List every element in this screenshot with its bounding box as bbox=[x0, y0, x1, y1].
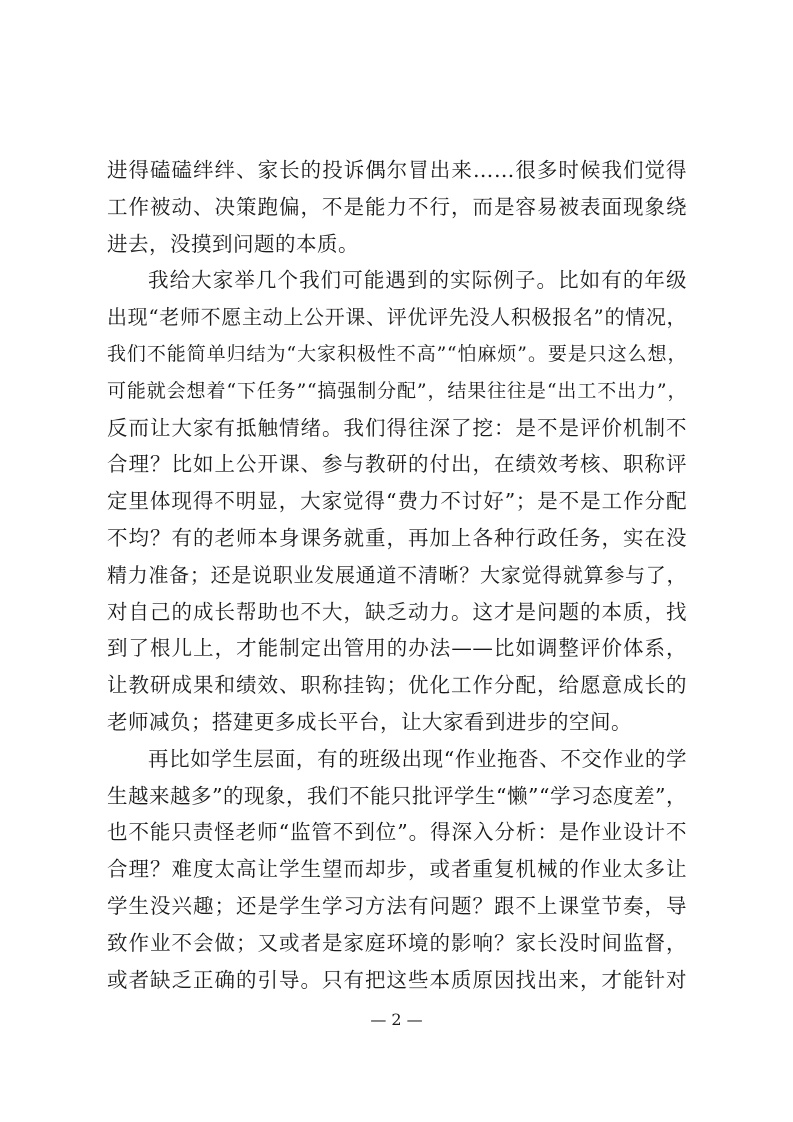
paragraph-start-line: 我给大家举几个我们可能遇到的实际例子。比如有的年级 bbox=[148, 268, 687, 293]
text-line: 老师减负；搭建更多成长平台，让大家看到进步的空间。 bbox=[107, 709, 632, 734]
text-line: 进去，没摸到问题的本质。 bbox=[107, 231, 359, 256]
page-number: — 2 — bbox=[370, 1010, 423, 1029]
text-line: 生越来越多”的现象，我们不能只批评学生“懒”“学习态度差”， bbox=[107, 783, 687, 808]
text-line: 反而让大家有抵触情绪。我们得往深了挖：是不是评价机制不 bbox=[107, 415, 687, 440]
text-line: 不均？有的老师本身课务就重，再加上各种行政任务，实在没 bbox=[107, 525, 687, 550]
text-line: 可能就会想着“下任务”“搞强制分配”，结果往往是“出工不出力”， bbox=[107, 379, 687, 402]
text-line: 我们不能简单归结为“大家积极性不高”“怕麻烦”。要是只这么想， bbox=[107, 342, 687, 365]
text-line: 进得磕磕绊绊、家长的投诉偶尔冒出来……很多时候我们觉得 bbox=[107, 158, 687, 182]
text-line: 学生没兴趣；还是学生学习方法有问题？跟不上课堂节奏，导 bbox=[107, 893, 687, 918]
text-line: 工作被动、决策跑偏，不是能力不行，而是容易被表面现象绕 bbox=[107, 194, 687, 219]
paragraph-start-line: 再比如学生层面，有的班级出现“作业拖沓、不交作业的学 bbox=[148, 746, 687, 771]
text-line: 合理？比如上公开课、参与教研的付出，在绩效考核、职称评 bbox=[107, 452, 687, 477]
text-line: 到了根儿上，才能制定出管用的办法——比如调整评价体系， bbox=[107, 636, 687, 661]
body-text bbox=[107, 152, 687, 998]
text-line: 出现“老师不愿主动上公开课、评优评先没人积极报名”的情况， bbox=[107, 305, 687, 330]
text-line: 定里体现得不明显，大家觉得“费力不讨好”；是不是工作分配 bbox=[107, 489, 687, 514]
text-line: 也不能只责怪老师“监管不到位”。得深入分析：是作业设计不 bbox=[107, 820, 687, 845]
text-line: 致作业不会做；又或者是家庭环境的影响？家长没时间监督， bbox=[107, 930, 687, 955]
text-line: 对自己的成长帮助也不大，缺乏动力。这才是问题的本质，找 bbox=[107, 599, 687, 624]
text-line: 精力准备；还是说职业发展通道不清晰？大家觉得就算参与了， bbox=[107, 562, 687, 587]
text-line: 合理？难度太高让学生望而却步，或者重复机械的作业太多让 bbox=[107, 857, 687, 882]
text-line: 或者缺乏正确的引导。只有把这些本质原因找出来，才能针对 bbox=[107, 967, 687, 992]
text-line: 让教研成果和绩效、职称挂钩；优化工作分配，给愿意成长的 bbox=[107, 673, 687, 698]
